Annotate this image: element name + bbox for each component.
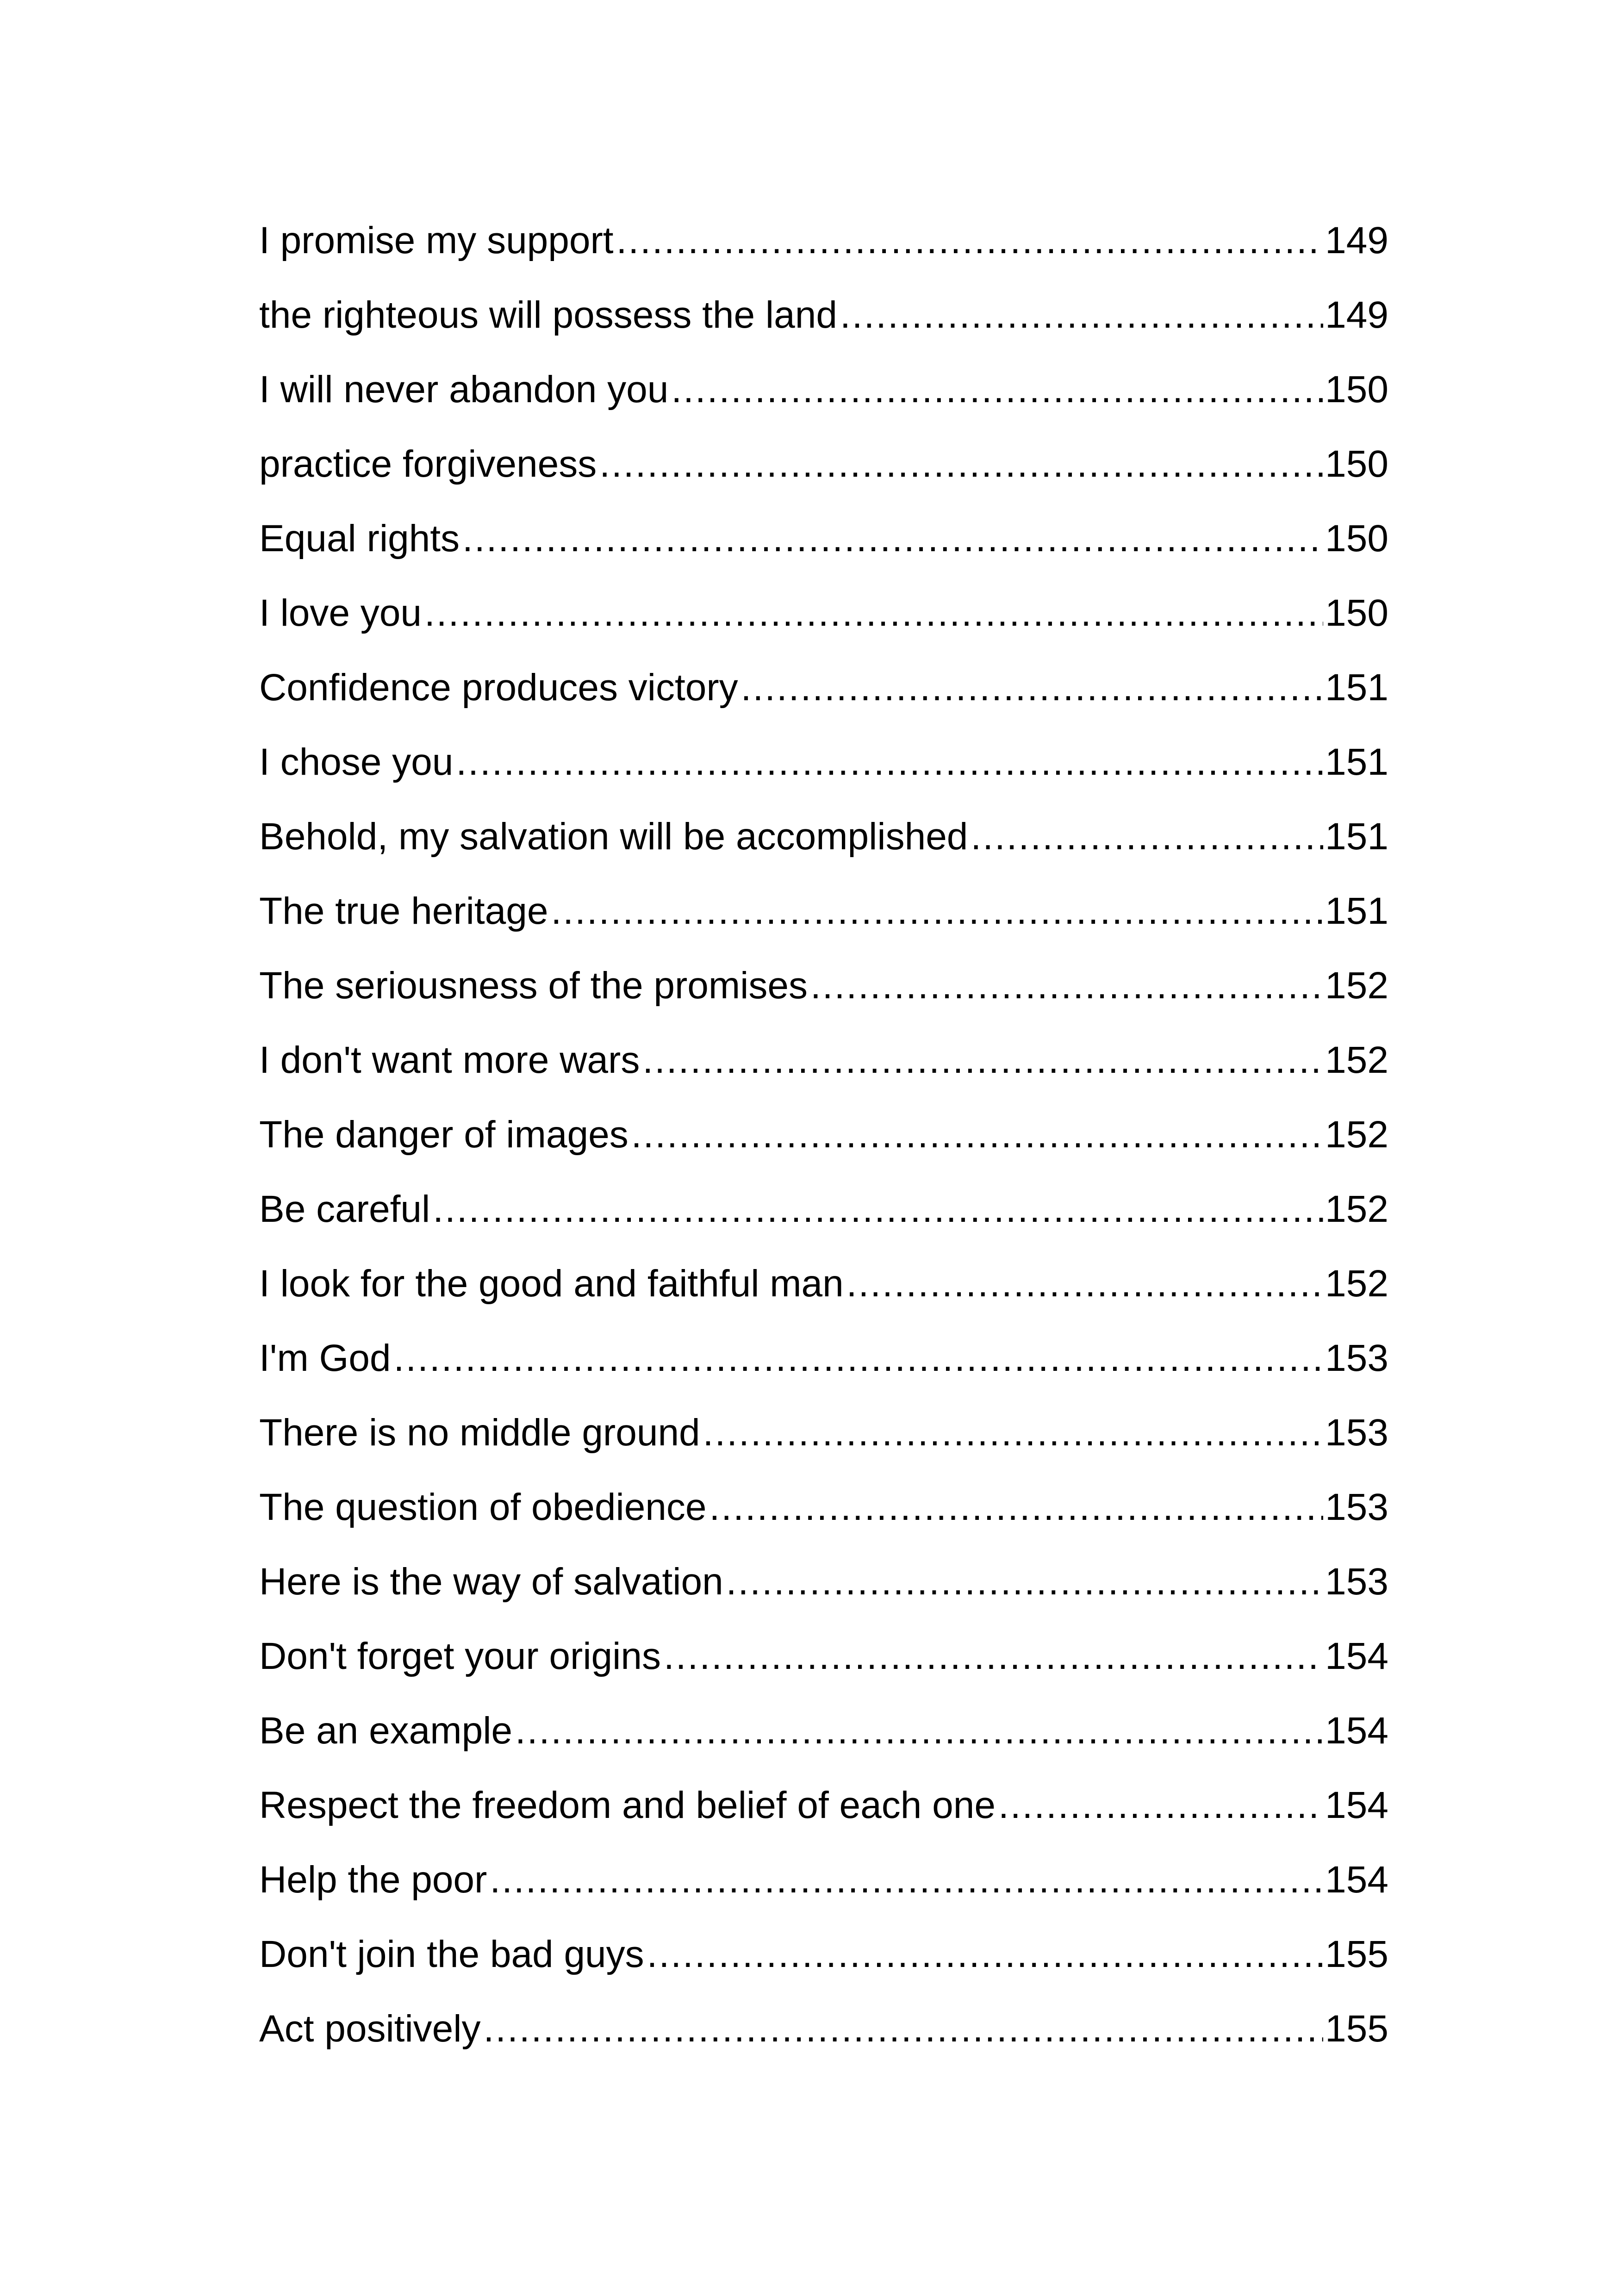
toc-entry-page: 153 — [1325, 1412, 1388, 1454]
toc-dot-leader — [846, 1256, 1323, 1312]
toc-entry[interactable] — [259, 436, 1388, 511]
toc-entry[interactable] — [259, 1405, 1388, 1480]
toc-entry-title: I will never abandon you — [259, 368, 669, 411]
toc-entry-title: The true heritage — [259, 890, 548, 932]
toc-dot-leader — [484, 2001, 1324, 2057]
toc-entry-title: Behold, my salvation will be accomplished — [259, 815, 968, 858]
toc-entry-title: I'm God — [259, 1337, 391, 1379]
toc-entry-page: 151 — [1325, 815, 1388, 858]
table-of-contents — [259, 213, 1388, 2076]
toc-entry-page: 154 — [1325, 1635, 1388, 1677]
toc-entry-title: I don't want more wars — [259, 1039, 640, 1081]
toc-entry[interactable] — [259, 213, 1388, 287]
toc-entry[interactable] — [259, 1778, 1388, 1852]
toc-entry-page: 152 — [1325, 1114, 1388, 1156]
toc-entry-title: Don't join the bad guys — [259, 1933, 644, 1975]
toc-dot-leader — [741, 660, 1324, 716]
toc-dot-leader — [616, 213, 1324, 268]
toc-entry[interactable] — [259, 1107, 1388, 1182]
toc-entry[interactable] — [259, 1629, 1388, 1703]
toc-entry-page: 150 — [1325, 517, 1388, 560]
toc-entry-title: the righteous will possess the land — [259, 294, 837, 336]
toc-dot-leader — [810, 958, 1323, 1014]
toc-dot-leader — [394, 1331, 1324, 1386]
toc-entry-page: 150 — [1325, 368, 1388, 411]
toc-entry[interactable] — [259, 958, 1388, 1033]
toc-entry-page: 151 — [1325, 890, 1388, 932]
toc-dot-leader — [971, 809, 1323, 865]
toc-entry-page: 151 — [1325, 741, 1388, 783]
toc-entry-title: Equal rights — [259, 517, 460, 560]
toc-entry-title: Be an example — [259, 1710, 513, 1752]
toc-dot-leader — [631, 1107, 1323, 1163]
toc-entry-page: 154 — [1325, 1859, 1388, 1901]
toc-dot-leader — [726, 1554, 1323, 1610]
toc-dot-leader — [433, 1182, 1323, 1237]
toc-dot-leader — [709, 1480, 1324, 1535]
toc-entry[interactable] — [259, 1256, 1388, 1331]
toc-entry-page: 152 — [1325, 1263, 1388, 1305]
toc-entry-title: I love you — [259, 592, 422, 634]
toc-entry-page: 153 — [1325, 1337, 1388, 1379]
toc-entry-title: The danger of images — [259, 1114, 629, 1156]
toc-dot-leader — [647, 1927, 1324, 1982]
toc-entry[interactable] — [259, 585, 1388, 660]
toc-entry[interactable] — [259, 362, 1388, 436]
toc-entry-title: Here is the way of salvation — [259, 1561, 723, 1603]
toc-entry-title: Don't forget your origins — [259, 1635, 661, 1677]
toc-entry-title: practice forgiveness — [259, 443, 597, 485]
toc-dot-leader — [551, 884, 1324, 939]
toc-entry-page: 152 — [1325, 1039, 1388, 1081]
toc-entry-title: Act positively — [259, 2008, 481, 2050]
toc-dot-leader — [998, 1778, 1323, 1833]
toc-entry-page: 155 — [1325, 1933, 1388, 1975]
toc-entry[interactable] — [259, 1703, 1388, 1778]
toc-dot-leader — [424, 585, 1323, 641]
toc-entry-page: 152 — [1325, 964, 1388, 1007]
toc-entry[interactable] — [259, 511, 1388, 585]
toc-entry-page: 150 — [1325, 592, 1388, 634]
toc-entry-title: Respect the freedom and belief of each one — [259, 1784, 996, 1826]
toc-entry-page: 155 — [1325, 2008, 1388, 2050]
toc-entry[interactable] — [259, 884, 1388, 958]
toc-entry-title: I chose you — [259, 741, 454, 783]
toc-entry-title: Be careful — [259, 1188, 430, 1230]
toc-entry-page: 151 — [1325, 666, 1388, 709]
toc-entry[interactable] — [259, 2001, 1388, 2076]
toc-dot-leader — [642, 1033, 1323, 1088]
toc-entry[interactable] — [259, 1852, 1388, 1927]
toc-entry[interactable] — [259, 809, 1388, 884]
toc-entry[interactable] — [259, 1033, 1388, 1107]
toc-entry[interactable] — [259, 660, 1388, 734]
toc-entry[interactable] — [259, 734, 1388, 809]
toc-dot-leader — [703, 1405, 1324, 1461]
toc-dot-leader — [671, 362, 1323, 417]
toc-entry[interactable] — [259, 1554, 1388, 1629]
toc-entry-page: 149 — [1325, 219, 1388, 261]
toc-entry-title: I promise my support — [259, 219, 614, 261]
toc-entry-page: 149 — [1325, 294, 1388, 336]
toc-dot-leader — [490, 1852, 1323, 1908]
toc-entry-title: The question of obedience — [259, 1486, 707, 1528]
toc-entry[interactable] — [259, 1182, 1388, 1256]
toc-entry-page: 154 — [1325, 1710, 1388, 1752]
toc-dot-leader — [599, 436, 1323, 492]
toc-entry-title: Confidence produces victory — [259, 666, 738, 709]
toc-entry-page: 153 — [1325, 1486, 1388, 1528]
toc-entry-title: The seriousness of the promises — [259, 964, 808, 1007]
toc-entry-page: 154 — [1325, 1784, 1388, 1826]
toc-entry-title: I look for the good and faithful man — [259, 1263, 844, 1305]
toc-dot-leader — [515, 1703, 1323, 1759]
toc-dot-leader — [664, 1629, 1323, 1684]
toc-entry-page: 150 — [1325, 443, 1388, 485]
toc-entry[interactable] — [259, 1927, 1388, 2001]
toc-dot-leader — [456, 734, 1323, 790]
toc-dot-leader — [840, 287, 1323, 343]
toc-entry[interactable] — [259, 1480, 1388, 1554]
toc-entry[interactable] — [259, 287, 1388, 362]
toc-entry-page: 153 — [1325, 1561, 1388, 1603]
toc-entry-title: Help the poor — [259, 1859, 487, 1901]
toc-entry-page: 152 — [1325, 1188, 1388, 1230]
toc-entry-title: There is no middle ground — [259, 1412, 700, 1454]
toc-dot-leader — [462, 511, 1323, 566]
toc-entry[interactable] — [259, 1331, 1388, 1405]
